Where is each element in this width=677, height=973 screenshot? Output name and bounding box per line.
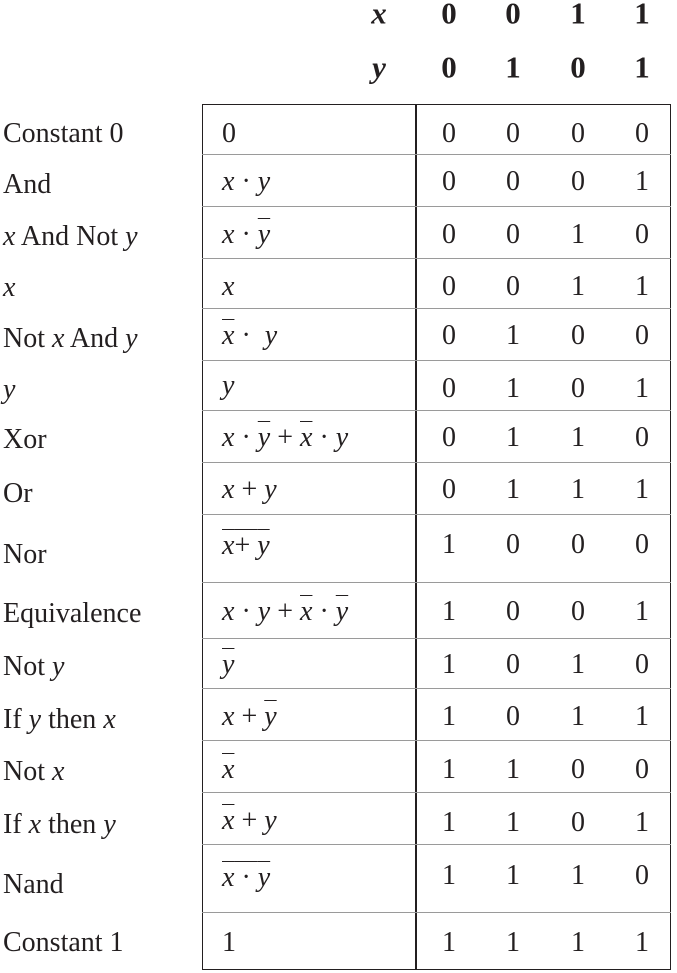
row-separator bbox=[202, 410, 671, 411]
truth-value-cell: 0 bbox=[442, 219, 456, 250]
truth-value-cell: 1 bbox=[442, 649, 456, 680]
truth-value-cell: 0 bbox=[442, 422, 456, 453]
expression-if-y-then-x: $x + \overline{y}$ bbox=[222, 701, 277, 732]
row-label-constant-1: Constant 1 bbox=[3, 927, 124, 958]
truth-value-cell: 0 bbox=[442, 320, 456, 351]
row-separator bbox=[202, 308, 671, 309]
expression-not-x-and-y: $\overline{x} \cdot y$ bbox=[222, 320, 278, 351]
row-separator bbox=[202, 688, 671, 689]
truth-value-cell: 0 bbox=[442, 373, 456, 404]
row-separator bbox=[202, 360, 671, 361]
expression-y: y bbox=[222, 370, 235, 401]
header-y-label: y bbox=[372, 49, 386, 85]
truth-value-cell: 0 bbox=[635, 118, 649, 149]
row-separator bbox=[202, 582, 671, 583]
truth-value-cell: 0 bbox=[571, 754, 585, 785]
row-separator bbox=[202, 740, 671, 741]
truth-value-cell: 0 bbox=[635, 529, 649, 560]
row-separator bbox=[202, 514, 671, 515]
truth-value-cell: 1 bbox=[442, 596, 456, 627]
truth-value-cell: 0 bbox=[506, 596, 520, 627]
truth-value-cell: 1 bbox=[506, 754, 520, 785]
truth-value-cell: 1 bbox=[506, 373, 520, 404]
row-separator bbox=[202, 154, 671, 155]
truth-value-cell: 0 bbox=[506, 118, 520, 149]
truth-value-cell: 0 bbox=[571, 166, 585, 197]
truth-value-cell: 0 bbox=[635, 649, 649, 680]
expression-x-and-not-y: $x \cdot \overline{y}$ bbox=[222, 219, 271, 250]
expression-nand: x · y bbox=[222, 862, 271, 893]
truth-value-cell: 1 bbox=[442, 754, 456, 785]
expression-or: x + y bbox=[222, 474, 277, 505]
row-separator bbox=[202, 792, 671, 793]
row-label-not-x: Not x bbox=[3, 756, 65, 787]
truth-value-cell: 0 bbox=[635, 219, 649, 250]
row-label-nor: Nor bbox=[3, 539, 47, 570]
header-x-value: 0 bbox=[441, 0, 457, 31]
row-label-x: x bbox=[3, 272, 16, 303]
row-label-not-y: Not y bbox=[3, 651, 65, 682]
truth-value-cell: 1 bbox=[506, 422, 520, 453]
truth-value-cell: 1 bbox=[506, 807, 520, 838]
header-x-value: 1 bbox=[570, 0, 586, 31]
truth-value-cell: 0 bbox=[442, 271, 456, 302]
row-label-nand: Nand bbox=[3, 869, 64, 900]
truth-value-cell: 0 bbox=[442, 118, 456, 149]
truth-value-cell: 0 bbox=[442, 474, 456, 505]
header-y-value: 1 bbox=[634, 49, 650, 85]
truth-value-cell: 0 bbox=[506, 529, 520, 560]
truth-value-cell: 1 bbox=[571, 271, 585, 302]
expression-and: x · y bbox=[222, 166, 271, 197]
row-separator bbox=[202, 258, 671, 259]
truth-value-cell: 1 bbox=[635, 166, 649, 197]
row-label-and: And bbox=[3, 169, 52, 200]
row-label-x-and-not-y: x And Not y bbox=[3, 221, 138, 252]
truth-value-cell: 1 bbox=[506, 927, 520, 958]
truth-value-cell: 1 bbox=[571, 860, 585, 891]
truth-value-cell: 1 bbox=[442, 927, 456, 958]
truth-value-cell: 0 bbox=[442, 166, 456, 197]
header-x-value: 1 bbox=[634, 0, 650, 31]
truth-value-cell: 0 bbox=[506, 649, 520, 680]
expression-x: x bbox=[222, 271, 235, 302]
truth-value-cell: 0 bbox=[506, 166, 520, 197]
expression-if-x-then-y: $\overline{x} + y$ bbox=[222, 805, 277, 836]
truth-value-cell: 0 bbox=[506, 701, 520, 732]
truth-value-cell: 1 bbox=[442, 860, 456, 891]
truth-value-cell: 1 bbox=[571, 927, 585, 958]
expression-not-x: $\overline{x}$ bbox=[222, 754, 235, 785]
truth-value-cell: 1 bbox=[442, 701, 456, 732]
row-separator bbox=[202, 206, 671, 207]
truth-value-cell: 0 bbox=[635, 422, 649, 453]
expression-nor: x+ y bbox=[222, 530, 270, 561]
row-label-xor: Xor bbox=[3, 424, 47, 455]
row-separator bbox=[202, 844, 671, 845]
truth-value-cell: 1 bbox=[506, 860, 520, 891]
truth-value-cell: 1 bbox=[571, 701, 585, 732]
header-y-value: 0 bbox=[441, 49, 457, 85]
truth-value-cell: 1 bbox=[442, 807, 456, 838]
truth-value-cell: 0 bbox=[635, 860, 649, 891]
truth-value-cell: 1 bbox=[635, 474, 649, 505]
truth-value-cell: 1 bbox=[571, 219, 585, 250]
truth-value-cell: 1 bbox=[635, 807, 649, 838]
row-label-or: Or bbox=[3, 478, 33, 509]
row-label-constant-0: Constant 0 bbox=[3, 118, 124, 149]
header-x-value: 0 bbox=[505, 0, 521, 31]
truth-value-cell: 1 bbox=[571, 474, 585, 505]
expression-xor: $x \cdot \overline{y} + \overline{x} \cdot y$ bbox=[222, 422, 349, 453]
row-label-y: y bbox=[3, 374, 16, 405]
row-separator bbox=[202, 462, 671, 463]
row-separator bbox=[202, 912, 671, 913]
expression-constant-1: 1 bbox=[222, 927, 236, 958]
truth-value-cell: 1 bbox=[506, 320, 520, 351]
expression-constant-0: 0 bbox=[222, 118, 236, 149]
truth-value-cell: 0 bbox=[506, 271, 520, 302]
truth-table-frame bbox=[202, 104, 671, 970]
truth-value-cell: 0 bbox=[506, 219, 520, 250]
truth-value-cell: 1 bbox=[635, 271, 649, 302]
row-label-if-x-then-y: If x then y bbox=[3, 809, 116, 840]
truth-value-cell: 0 bbox=[571, 529, 585, 560]
truth-value-cell: 1 bbox=[571, 649, 585, 680]
truth-value-cell: 1 bbox=[635, 373, 649, 404]
row-label-if-y-then-x: If y then x bbox=[3, 704, 116, 735]
row-label-not-x-and-y: Not x And y bbox=[3, 323, 138, 354]
header-x-label: x bbox=[371, 0, 387, 31]
truth-value-cell: 0 bbox=[571, 807, 585, 838]
column-divider bbox=[415, 104, 417, 970]
row-separator bbox=[202, 638, 671, 639]
header-y-value: 1 bbox=[505, 49, 521, 85]
truth-value-cell: 0 bbox=[571, 596, 585, 627]
truth-value-cell: 1 bbox=[635, 701, 649, 732]
truth-value-cell: 0 bbox=[635, 320, 649, 351]
truth-value-cell: 1 bbox=[442, 529, 456, 560]
truth-value-cell: 1 bbox=[635, 927, 649, 958]
header-y-value: 0 bbox=[570, 49, 586, 85]
truth-value-cell: 1 bbox=[635, 596, 649, 627]
truth-value-cell: 0 bbox=[571, 320, 585, 351]
truth-value-cell: 0 bbox=[571, 373, 585, 404]
truth-value-cell: 0 bbox=[635, 754, 649, 785]
row-label-equivalence: Equivalence bbox=[3, 598, 142, 629]
expression-equivalence: $x \cdot y + \overline{x} \cdot \overline{y}$ bbox=[222, 596, 349, 627]
truth-value-cell: 1 bbox=[571, 422, 585, 453]
truth-value-cell: 0 bbox=[571, 118, 585, 149]
truth-value-cell: 1 bbox=[506, 474, 520, 505]
expression-not-y: $\overline{y}$ bbox=[222, 649, 235, 680]
